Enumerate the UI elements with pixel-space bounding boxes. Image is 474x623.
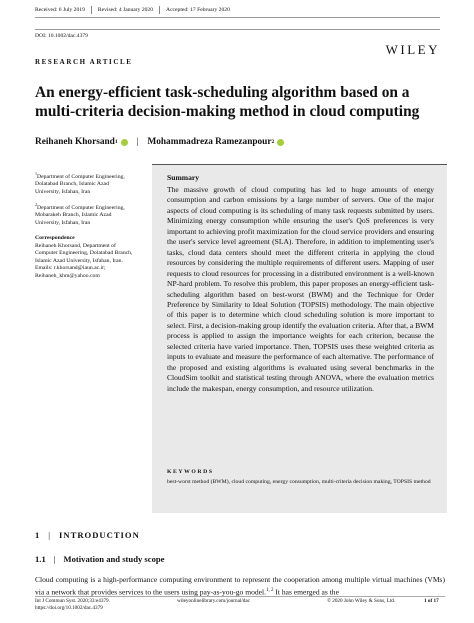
- subsection-heading: [35, 554, 164, 564]
- page-number: 1 of 17: [424, 598, 439, 604]
- section-number: 1: [35, 530, 41, 540]
- citation-refs[interactable]: 1, 2: [265, 587, 274, 593]
- author-affiliation-mark: 2: [271, 139, 275, 145]
- correspondence-emails[interactable]: Emails: r.khorsand@iaun.ac.ir; Reihaneh_khm@yahoo.com: [35, 265, 106, 279]
- author-separator: |: [136, 137, 139, 147]
- affiliation: $^1$Department of Computer Engineering, Dolatabad Branch, Islamic Azad University, Isfahan, Iran: [35, 171, 125, 195]
- paper-title: An energy-efficient task-scheduling algorithm based on a multi-criteria decision-making method in cloud computing: [35, 84, 420, 120]
- section-label: RESEARCH ARTICLE: [35, 58, 133, 66]
- section-title: INTRODUCTION: [59, 530, 140, 540]
- author-affiliation-mark: 1: [114, 139, 118, 145]
- keywords-list: best-worst method (BWM), cloud computing, energy consumption, multi-criteria decision making, TOPSIS method: [167, 479, 431, 485]
- accepted-date: Accepted: 17 February 2020: [166, 7, 230, 13]
- copyright: © 2020 John Wiley & Sons, Ltd.: [327, 598, 396, 604]
- doi: DOI: 10.1002/dac.4379: [35, 33, 88, 39]
- date-divider: [159, 6, 160, 14]
- correspondence: [35, 235, 135, 280]
- abstract-text: The massive growth of cloud computing has led to huge amounts of energy consumption and carbon emissions by a large number of servers. One of the major aspects of cloud computing is its scheduling of many task requests submitted by users. Minimizing energy consumption while ensuring the user's QoS preferences is very important to achieving profit maximization for the cloud service providers and ensuring the user's service level agreement (SLA). Therefore, in addition to implementing user's tasks, cloud data centers should meet the different criteria in applying the cloud resources by considering the multiple requirements of different users. Mapping of user requests to cloud resources for processing in a distributed environment is a well-known NP-hard problem. To resolve this problem, this paper proposes an energy-efficient task-scheduling algorithm based on best-worst (BWM) and the Technique for Order Preference by Similarity to Ideal Solution (TOPSIS) methodology. The main objective of this paper is to determine which cloud scheduling solution is more important to select. First, a decision-making group identify the evaluation criteria. After that, a BWM process is applied to assign the importance weights for each criterion, because the selected criteria have varied importance. Then, TOPSIS uses these weighted criteria as inputs to evaluate and measure the performance of each alternative. The performance of the proposed and existing algorithms is evaluated using several benchmarks in the CloudSim toolkit and statistical testing through ANOVA, where the evaluation metrics include the makespan, energy consumption, and resource utilization.: [167, 185, 434, 393]
- orcid-icon[interactable]: [277, 139, 284, 146]
- revised-date: Revised: 4 January 2020: [97, 7, 154, 13]
- author-list: [35, 137, 284, 147]
- author-name: Mohammadreza Ramezanpour: [147, 137, 272, 147]
- section-heading: [35, 530, 140, 540]
- doi-link[interactable]: https://doi.org/10.1002/dac.4379: [35, 605, 103, 611]
- footer-citation: [35, 598, 110, 612]
- orcid-icon[interactable]: [121, 139, 128, 146]
- keywords-title: KEYWORDS: [167, 469, 214, 475]
- heading-separator: |: [48, 530, 52, 540]
- subsection-title: Motivation and study scope: [63, 554, 165, 564]
- header-rule: [35, 29, 440, 30]
- publisher-logo: WILEY: [385, 42, 440, 57]
- article-dates: [35, 6, 230, 14]
- abstract-box: [152, 164, 447, 513]
- journal-citation: Int J Commun Syst. 2020;33:e4379.: [35, 598, 110, 604]
- footer-rule: [35, 596, 445, 597]
- correspondence-title: Correspondence: [35, 235, 75, 241]
- affiliation: $^2$Department of Computer Engineering, Mobarakeh Branch, Islamic Azad University, Isfahan, Iran: [35, 202, 125, 226]
- header-rule: [35, 17, 440, 18]
- body-paragraph: Cloud computing is a high-performance computing environment to represent the cooperation among multiple virtual machines (VMs) via a network that provides services to the users using pay-as-you-go model.$^{1, 2}$ It has emerged as the: [35, 575, 445, 597]
- date-divider: [91, 6, 92, 14]
- correspondence-text: Reihaneh Khorsand, Department of Computer Engineering, Dolatabad Branch, Islamic Azad University, Isfahan, Iran.: [35, 242, 133, 264]
- abstract-title: Summary: [167, 173, 200, 182]
- received-date: Received: 6 July 2019: [35, 7, 85, 13]
- journal-site-link[interactable]: wileyonlinelibrary.com/journal/dac: [177, 598, 250, 604]
- heading-separator: |: [53, 554, 56, 564]
- author-name: Reihaneh Khorsand: [35, 137, 115, 147]
- subsection-number: 1.1: [35, 554, 46, 564]
